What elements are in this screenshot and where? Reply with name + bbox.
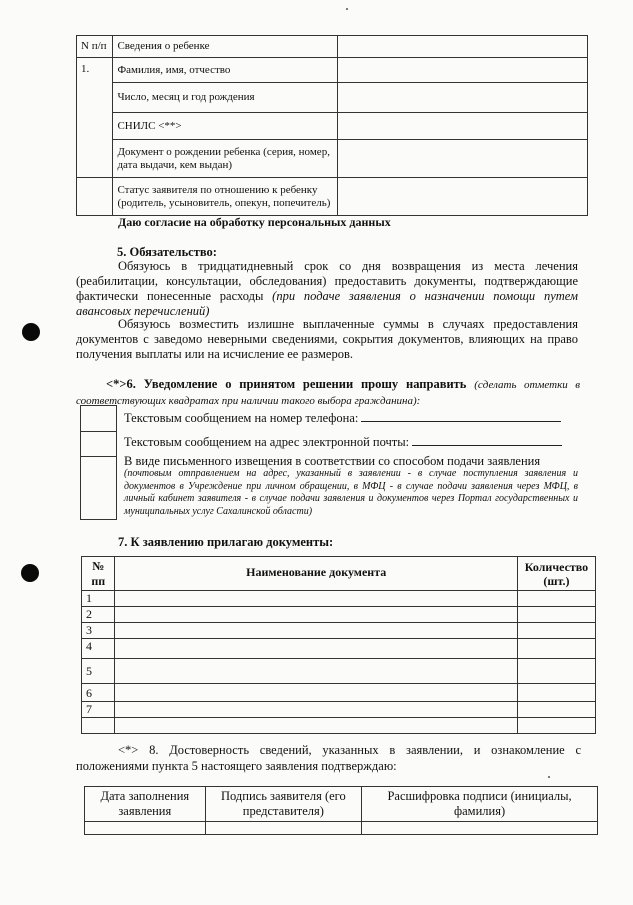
- doc-qty-cell[interactable]: [517, 591, 595, 607]
- scan-speck: [548, 776, 550, 778]
- field-value-birthdate[interactable]: [338, 83, 588, 113]
- checkbox-sms[interactable]: [80, 405, 117, 432]
- doc-row-number: 1: [82, 591, 115, 607]
- section5-paragraph2: [76, 317, 578, 362]
- field-label-fullname: Фамилия, имя, отчество: [113, 58, 338, 83]
- signature-cell[interactable]: [205, 822, 362, 835]
- table-row: [82, 684, 596, 702]
- documents-table: [81, 556, 596, 734]
- col-qty-header: Количество (шт.): [517, 557, 595, 591]
- doc-qty-cell[interactable]: [517, 718, 595, 734]
- doc-name-cell[interactable]: [115, 591, 517, 607]
- table-row: [82, 718, 596, 734]
- option-email: [124, 433, 562, 450]
- child-info-table: [76, 35, 588, 216]
- punch-hole-mark: [21, 564, 39, 582]
- doc-qty-cell[interactable]: [517, 659, 595, 684]
- doc-qty-cell[interactable]: [517, 607, 595, 623]
- option-letter-label: В виде письменного извещения в соответствии со способом подачи заявления: [124, 454, 541, 468]
- col-num-header: № пп: [82, 557, 115, 591]
- doc-row-number: [82, 718, 115, 734]
- field-value-fullname[interactable]: [338, 58, 588, 83]
- doc-name-cell[interactable]: [115, 684, 517, 702]
- row-number: 1.: [77, 58, 113, 178]
- field-value-applicant-status[interactable]: [338, 178, 588, 216]
- table-row: [77, 58, 588, 83]
- section7-title: 7. К заявлению прилагаю документы:: [118, 535, 334, 549]
- table-row: [82, 623, 596, 639]
- table-row: [77, 178, 588, 216]
- option-email-label: Текстовым сообщением на адрес электронной почты:: [124, 435, 410, 449]
- field-label-birth-document: Документ о рождении ребенка (серия, номер, дата выдачи, кем выдан): [113, 140, 338, 178]
- section8-text: <*> 8. Достоверность сведений, указанных в заявлении, и ознакомление с положениями пункта 5 настоящего заявления подтверждаю:: [76, 743, 581, 773]
- doc-qty-cell[interactable]: [517, 623, 595, 639]
- section5-p1-main: Обязуюсь в тридцатидневный срок со дня возвращения из места лечения (реабилитации, консультации, обследования) предоставить документы, подтверждающие фактически понесенные расходы: [76, 259, 578, 303]
- table-row: [82, 639, 596, 659]
- col-date-header: Дата заполнения заявления: [85, 787, 206, 822]
- table-row: [82, 607, 596, 623]
- punch-hole-mark: [22, 323, 40, 341]
- doc-row-number: 6: [82, 684, 115, 702]
- table-header-row: [85, 787, 598, 822]
- signature-table: [84, 786, 598, 835]
- row-number-empty: [77, 178, 113, 216]
- section5-paragraph1: [76, 259, 578, 319]
- email-input-line[interactable]: [412, 433, 562, 446]
- field-label-birthdate: Число, месяц и год рождения: [113, 83, 338, 113]
- col-info-header: Сведения о ребенке: [113, 36, 338, 58]
- phone-input-line[interactable]: [361, 409, 561, 422]
- doc-qty-cell[interactable]: [517, 684, 595, 702]
- table-row: [82, 591, 596, 607]
- table-row: [82, 702, 596, 718]
- doc-row-number: 5: [82, 659, 115, 684]
- doc-name-cell[interactable]: [115, 623, 517, 639]
- table-row: [77, 140, 588, 178]
- section6-title: <*>6. Уведомление о принятом решении прошу направить: [106, 377, 467, 391]
- checkbox-letter[interactable]: [80, 456, 117, 520]
- col-num-header: N п/п: [77, 36, 113, 58]
- name-cell[interactable]: [362, 822, 598, 835]
- field-label-snils: СНИЛС <**>: [113, 113, 338, 140]
- col-value-header: [338, 36, 588, 58]
- checkbox-email[interactable]: [80, 431, 117, 457]
- option-sms-label: Текстовым сообщением на номер телефона:: [124, 411, 359, 425]
- option-letter-hint: (почтовым отправлением на адрес, указанный в заявлении - в случае поступления заявления и документов в Учреждение при личном обращении, в МФЦ - в случае подачи заявления через МФЦ, в личный кабинет заявителя - в случае подачи заявления и документов через Портал государственных и муниципальных услуг Сахалинской области): [124, 468, 578, 517]
- consent-text: Даю согласие на обработку персональных данных: [118, 215, 391, 229]
- doc-name-cell[interactable]: [115, 659, 517, 684]
- section6-hint: (сделать отметки в соответствующих квадратах при наличии такого выбора гражданина):: [76, 379, 580, 407]
- scan-speck: [346, 8, 348, 10]
- table-row: [82, 659, 596, 684]
- col-name-header: Наименование документа: [115, 557, 517, 591]
- col-name-header: Расшифровка подписи (инициалы, фамилия): [362, 787, 598, 822]
- field-value-snils[interactable]: [338, 113, 588, 140]
- doc-name-cell[interactable]: [115, 607, 517, 623]
- doc-name-cell[interactable]: [115, 718, 517, 734]
- doc-qty-cell[interactable]: [517, 639, 595, 659]
- option-sms: [124, 409, 561, 426]
- option-letter: [124, 454, 578, 518]
- table-row: [77, 113, 588, 140]
- table-row: [85, 822, 598, 835]
- table-header-row: [77, 36, 588, 58]
- section5-p1-hint: (при подаче заявления о назначении помощи путем авансовых перечислений): [76, 289, 578, 318]
- doc-row-number: 2: [82, 607, 115, 623]
- section6-heading: [76, 377, 580, 409]
- section5-title: 5. Обязательство:: [117, 245, 217, 259]
- doc-qty-cell[interactable]: [517, 702, 595, 718]
- doc-name-cell[interactable]: [115, 702, 517, 718]
- field-label-applicant-status: Статус заявителя по отношению к ребенку (родитель, усыновитель, опекун, попечитель): [113, 178, 338, 216]
- table-header-row: [82, 557, 596, 591]
- doc-row-number: 4: [82, 639, 115, 659]
- doc-row-number: 3: [82, 623, 115, 639]
- section8-text-block: [76, 742, 581, 774]
- table-row: [77, 83, 588, 113]
- doc-name-cell[interactable]: [115, 639, 517, 659]
- col-sign-header: Подпись заявителя (его представителя): [205, 787, 362, 822]
- section5-p2: Обязуюсь возместить излишне выплаченные суммы в случаях предоставления документов с заведомо неверными сведениями, сокрытия документов, влияющих на право получения выплаты или на исчисление ее размеров.: [76, 317, 578, 361]
- date-cell[interactable]: [85, 822, 206, 835]
- doc-row-number: 7: [82, 702, 115, 718]
- field-value-birth-document[interactable]: [338, 140, 588, 178]
